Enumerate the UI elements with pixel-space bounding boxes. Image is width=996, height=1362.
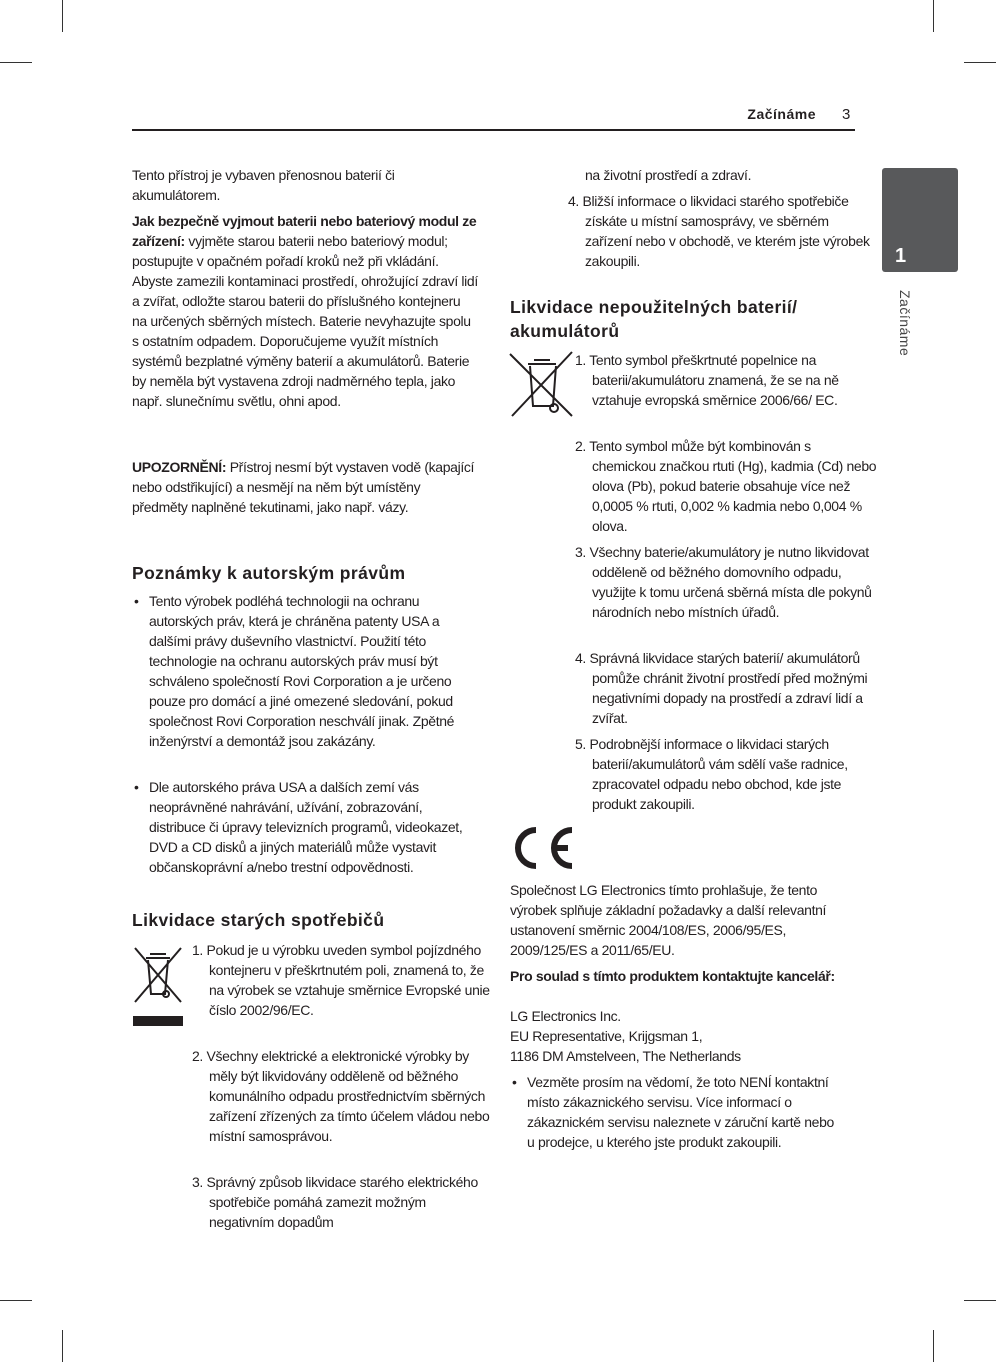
battery-removal-title: Jak bezpečně vyjmout baterii nebo bateriový modul ze zařízení: [132, 213, 477, 249]
list-item-text: Tento výrobek podléhá technologii na ochranu autorských práv, která je chráněna patenty USA a dalšími právy duševního vlastnictví. Použití této technologie na ochranu autorských práv musí být schváleno společností Rovi Corporation a je určeno pouze pro domácí a jiné omezené sledování, pokud společnost Rovi Corporation neschválí jinak. Zpětné inženýrství a demontáž jsou zakázány. [149, 593, 455, 749]
warning-paragraph [132, 457, 478, 517]
disposal-heading: Likvidace starých spotřebičů [132, 910, 385, 930]
chapter-number: 1 [895, 245, 907, 267]
chapter-label: Začínáme [897, 290, 913, 357]
chapter-tab [882, 168, 958, 272]
declaration-paragraph: Společnost LG Electronics tímto prohlašuje, že tento výrobek splňuje základní požadavky a další relevantní ustanovení směrnic 2004/108/ES, 2006/95/ES, 2009/125/ES a 2011/65/EU. [510, 882, 827, 958]
intro-paragraph: Tento přístroj je vybaven přenosnou baterií či akumulátorem. [132, 167, 395, 203]
page-number: 3 [842, 106, 851, 123]
crossed-bin-icon [132, 944, 184, 1028]
list-item: 3. Správný způsob likvidace starého elektrického spotřebiče pomáhá zamezit možným negativním dopadům [192, 1174, 478, 1230]
list-item: 4. Správná likvidace starých baterií/ akumulátorů pomůže chránit životní prostředí před možnými negativními dopady na prostředí a zdraví lidí a zvířat. [575, 650, 868, 726]
list-item: 2. Všechny elektrické a elektronické výrobky by měly být likvidovány odděleně od běžného komunálního odpadu prostřednictvím sběrných zařízení zřízených za tímto účelem vládou nebo místní samosprávou. [192, 1048, 490, 1144]
address-block [510, 1006, 856, 1066]
continuation-text: na životní prostředí a zdraví. [585, 167, 752, 183]
copyright-heading: Poznámky k autorským právům [132, 563, 406, 583]
header-section-title: Začínáme [747, 106, 816, 122]
bullet-icon: • [134, 593, 139, 609]
list-item [510, 1072, 840, 1152]
list-item [132, 591, 478, 751]
list-item: 4. Bližší informace o likvidaci starého spotřebiče získáte u místní samosprávy, ve sběrném zařízení nebo v obchodě, ve kterém jste výrobek zakoupili. [568, 193, 870, 269]
address-line: EU Representative, Krijgsman 1, [510, 1028, 703, 1044]
bullet-icon: • [134, 779, 139, 795]
contact-heading: Pro soulad s tímto produktem kontaktujte kancelář: [510, 968, 835, 984]
warning-text: Přístroj nesmí být vystaven vodě (kapající nebo odstřikující) a nesmějí na něm být umístěny předměty naplněné tekutinami, jako např. vázy. [132, 459, 475, 515]
address-line: 1186 DM Amstelveen, The Netherlands [510, 1048, 741, 1064]
list-item: 1. Pokud je u výrobku uveden symbol pojízdného kontejneru v přeškrtnutém poli, znamená to, že na výrobek se vztahuje směrnice Evropské unie číslo 2002/96/EC. [192, 942, 490, 1018]
crop-mark [0, 1300, 32, 1301]
battery-removal-paragraph [132, 211, 478, 411]
list-item: 5. Podrobnější informace o likvidaci starých baterií/akumulátorů vám sdělí vaše radnice, zpracovatel odpadu nebo obchod, kde jste produkt zakoupili. [575, 736, 848, 812]
crop-mark [933, 1330, 934, 1362]
header-rule [132, 129, 855, 131]
list-item: 1. Tento symbol přeškrtnuté popelnice na baterii/akumulátoru znamená, že se na ně vztahuje evropská směrnice 2006/66/ EC. [575, 352, 839, 408]
crop-mark [933, 0, 934, 32]
bullet-icon: • [512, 1074, 517, 1090]
ce-mark-logo [508, 824, 578, 872]
crop-mark [964, 1300, 996, 1301]
address-line: LG Electronics Inc. [510, 1008, 621, 1024]
list-item-text: Dle autorského práva USA a dalších zemí vás neoprávněné nahrávání, užívání, zobrazování, distribuce či úpravy televizních programů, videokazet, DVD a CD disků a jiných materiálů může vystavit občanskoprávní a/nebo trestní odpovědnosti. [149, 779, 463, 875]
list-item-text: Vezměte prosím na vědomí, že toto NENÍ kontaktní místo zákaznického servisu. Více informací o zákaznickém servisu naleznete v záruční kartě nebo u prodejce, u kterého jste produkt zakoupili. [527, 1074, 834, 1150]
list-item: 2. Tento symbol může být kombinován s chemickou značkou rtuti (Hg), kadmia (Cd) nebo olova (Pb), pokud baterie obsahuje více než 0,0005 % rtuti, 0,002 % kadmia nebo 0,004 % olova. [575, 438, 877, 534]
battery-disposal-heading: Likvidace nepoužitelných baterií/ akumulátorů [510, 297, 798, 341]
list-item [132, 777, 478, 877]
crop-mark [62, 1330, 63, 1362]
list-item: 3. Všechny baterie/akumulátory je nutno likvidovat odděleně od běžného domovního odpadu, využijte k tomu určená sběrná místa dle pokynů národních nebo místních úřadů. [575, 544, 872, 620]
crop-mark [62, 0, 63, 32]
crop-mark [0, 62, 32, 63]
crossed-battery-bin-icon [508, 350, 576, 420]
crop-mark [964, 62, 996, 63]
battery-removal-text: vyjměte starou baterii nebo bateriový modul; postupujte v opačném pořadí kroků než při vkládání. Abyste zamezili kontaminaci prostředí, ohrožující zdraví lidí a zvířat, odložte starou baterii do příslušného kontejneru na určených sběrných místech. Baterie nevyhazujte spolu s ostatním odpadem. Doporučujeme využít místních systémů bezplatné výměny baterií a akumulátorů. Baterie by neměla být vystavena zdroji nadměrného tepla, jako např. slunečnímu světlu, ohni apod. [132, 233, 478, 409]
warning-label: UPOZORNĚNÍ: [132, 459, 227, 475]
